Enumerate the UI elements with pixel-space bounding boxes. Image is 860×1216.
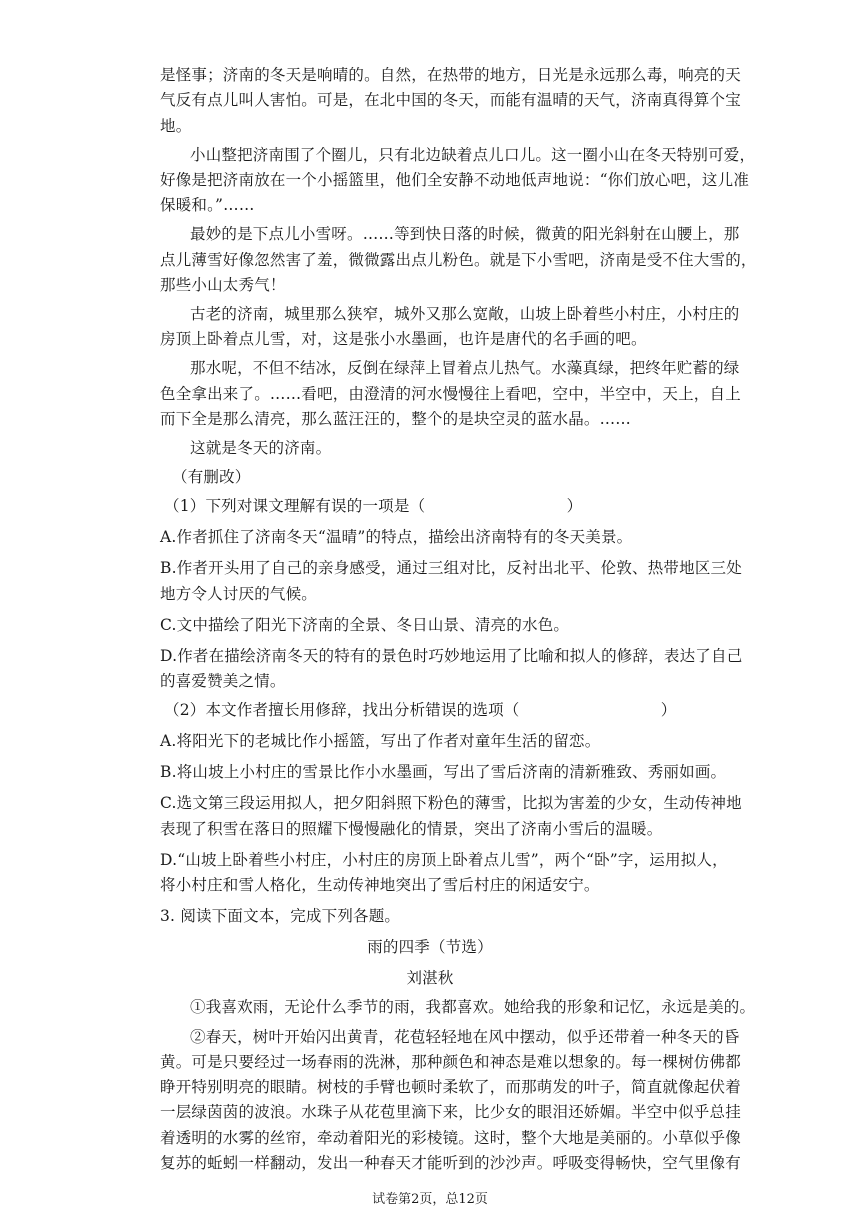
text-line: 一层绿茵茵的波浪。水珠子从花苞里滴下来，比少女的眼泪还娇媚。半空中似乎总挂 [160, 1103, 741, 1121]
option-d: D.作者在描绘济南冬天的特有的景色时巧妙地运用了比喻和拟人的修辞，表达了自己 [160, 647, 743, 665]
text-line: 那水呢，不但不结冰，反倒在绿萍上冒着点儿热气。水藻真绿，把终年贮蓄的绿 [190, 359, 740, 377]
option-b: B.作者开头用了自己的亲身感受，通过三组对比，反衬出北平、伦敦、热带地区三处 [160, 559, 742, 577]
page-footer: 试卷第2页，总12页 [372, 1192, 488, 1207]
text-line: 古老的济南，城里那么狭窄，城外又那么宽敞，山坡上卧着些小村庄，小村庄的 [190, 305, 740, 323]
text-line: 最妙的是下点儿小雪呀。……等到快日落的时候，微黄的阳光斜射在山腰上，那 [190, 225, 740, 243]
text-line: ①我喜欢雨，无论什么季节的雨，我都喜欢。她给我的形象和记忆，永远是美的。 [190, 998, 756, 1016]
text-line: 房顶上卧着点儿雪，对，这是张小水墨画，也许是唐代的名手画的吧。 [160, 330, 647, 348]
text-line: 复苏的蚯蚓一样翻动，发出一种春天才能听到的沙沙声。呼吸变得畅快，空气里像有 [160, 1154, 741, 1172]
option-d: D.“山坡上卧着些小村庄，小村庄的房顶上卧着点儿雪”，两个“卧”字，运用拟人， [160, 851, 728, 869]
question-3: 3. 阅读下面文本，完成下列各题。 [160, 907, 401, 925]
text-line: 小山整把济南围了个圈儿，只有北边缺着点儿口儿。这一圈小山在冬天特别可爱， [190, 146, 756, 164]
text-line: 保暖和。”…… [160, 196, 255, 214]
text-line: 那些小山太秀气！ [160, 276, 286, 294]
text-line: 好像是把济南放在一个小摇篮里，他们全安静不动地低声地说：“你们放心吧，这儿准 [160, 171, 750, 189]
option-d-cont: 的喜爱赞美之情。 [160, 672, 286, 690]
question-2: （2）本文作者擅长用修辞，找出分析错误的选项（ ） [164, 701, 677, 719]
text-line: 而下全是那么清亮，那么蓝汪汪的，整个的是块空灵的蓝水晶。…… [160, 410, 632, 428]
question-1: （1）下列对课文理解有误的一项是（ ） [164, 497, 583, 515]
option-a: A.作者抓住了济南冬天“温晴”的特点，描绘出济南特有的冬天美景。 [160, 528, 633, 546]
text-line: 点儿薄雪好像忽然害了羞，微微露出点儿粉色。就是下小雪吧，济南是受不住大雪的， [160, 251, 757, 269]
text-line: ②春天，树叶开始闪出黄青，花苞轻轻地在风中摆动，似乎还带着一种冬天的昏 [190, 1028, 740, 1046]
text-line: 地。 [160, 117, 192, 135]
option-d-cont: 将小村庄和雪人格化，生动传神地突出了雪后村庄的闲适安宁。 [160, 876, 600, 894]
option-c: C.文中描绘了阳光下济南的全景、冬日山景、清亮的水色。 [160, 616, 570, 634]
option-a: A.将阳光下的老城比作小摇篮，写出了作者对童年生活的留恋。 [160, 732, 601, 750]
text-line: 睁开特别明亮的眼睛。树枝的手臂也顿时柔软了，而那萌发的叶子，简直就像起伏着 [160, 1078, 741, 1096]
text-line: 是怪事；济南的冬天是响晴的。自然，在热带的地方，日光是永远那么毒，响亮的天 [160, 66, 741, 84]
text-line: 黄。可是只要经过一场春雨的洗淋，那种颜色和神态是难以想象的。每一棵树仿佛都 [160, 1053, 741, 1071]
option-c-cont: 表现了积雪在落日的照耀下慢慢融化的情景，突出了济南小雪后的温暖。 [160, 820, 663, 838]
option-b-cont: 地方令人讨厌的气候。 [160, 585, 318, 603]
passage-title: 雨的四季（节选） [367, 938, 493, 956]
text-line: 气反有点儿叫人害怕。可是，在北中国的冬天，而能有温晴的天气，济南真得算个宝 [160, 91, 741, 109]
passage-author: 刘湛秋 [406, 969, 454, 987]
option-c: C.选文第三段运用拟人，把夕阳斜照下粉色的薄雪，比拟为害羞的少女，生动传神地 [160, 794, 742, 812]
source-note: （有删改） [172, 468, 251, 486]
option-b: B.将山坡上小村庄的雪景比作小水墨画，写出了雪后济南的清新雅致、秀丽如画。 [160, 763, 727, 781]
text-line: 色全拿出来了。……看吧，由澄清的河水慢慢往上看吧，空中，半空中，天上，自上 [160, 385, 741, 403]
text-line: 这就是冬天的济南。 [190, 439, 332, 457]
text-line: 着透明的水雾的丝帘，牵动着阳光的彩棱镜。这时，整个大地是美丽的。小草似乎像 [160, 1129, 741, 1147]
